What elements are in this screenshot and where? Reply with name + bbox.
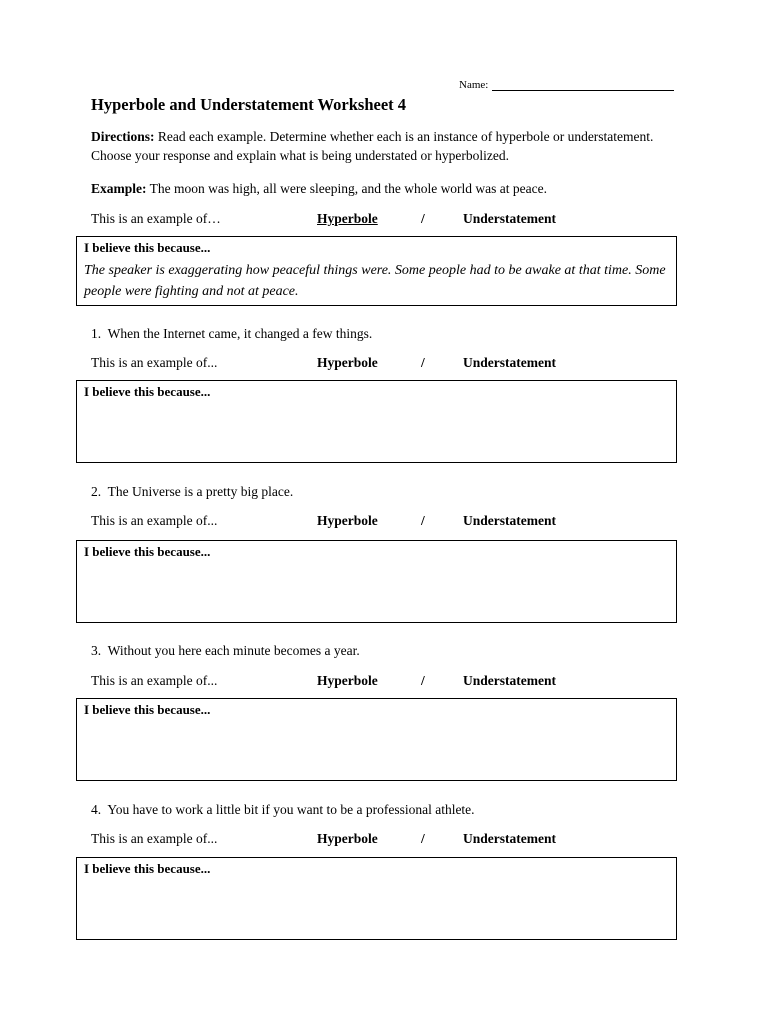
example-answer-text: The speaker is exaggerating how peaceful things were. Some people had to be awake at that time. Some people were fighting and not at peace. [84,263,666,299]
answer-box-label: I believe this because... [84,861,211,876]
name-field[interactable] [459,79,674,91]
question-3-answer-box[interactable] [76,698,677,781]
option-understatement[interactable]: Understatement [463,211,556,226]
question-text: The Universe is a pretty big place. [107,484,294,499]
directions [91,127,691,165]
question-text: When the Internet came, it changed a few things. [107,326,373,341]
question-3 [91,643,360,659]
name-blank-line[interactable] [492,79,674,91]
answer-box-label: I believe this because... [84,384,211,399]
directions-text: Read each example. Determine whether each is an instance of hyperbole or understatement. Choose your response and explain what is being understated or hyperbolized. [91,129,654,163]
option-separator: / [421,211,425,226]
choice-lead: This is an example of... [91,355,218,370]
choice-lead: This is an example of... [91,513,218,528]
example-prompt [91,181,547,197]
option-separator: / [421,831,425,846]
option-understatement[interactable]: Understatement [463,831,556,846]
question-4-answer-box[interactable] [76,857,677,940]
question-2-answer-box[interactable] [76,540,677,623]
answer-box-label: I believe this because... [84,544,211,559]
answer-box-label: I believe this because... [84,240,211,255]
option-hyperbole[interactable]: Hyperbole [317,673,378,688]
question-2 [91,484,293,500]
option-hyperbole[interactable]: Hyperbole [317,831,378,846]
option-hyperbole[interactable]: Hyperbole [317,513,378,528]
worksheet-title: Hyperbole and Understatement Worksheet 4 [91,95,407,114]
question-4-choice-row [91,831,691,849]
question-4 [91,802,475,818]
option-separator: / [421,355,425,370]
choice-lead: This is an example of... [91,673,218,688]
question-number: 2. [91,484,102,499]
question-2-choice-row [91,513,691,531]
option-hyperbole[interactable]: Hyperbole [317,211,378,226]
example-answer-box [76,236,677,306]
option-separator: / [421,513,425,528]
name-label: Name: [459,79,489,91]
example-text: The moon was high, all were sleeping, and the whole world was at peace. [149,181,548,196]
example-label: Example: [91,181,147,196]
question-number: 4. [91,802,102,817]
option-understatement[interactable]: Understatement [463,673,556,688]
option-hyperbole[interactable]: Hyperbole [317,355,378,370]
question-3-choice-row [91,673,691,691]
answer-box-label: I believe this because... [84,702,211,717]
option-understatement[interactable]: Understatement [463,355,556,370]
example-choice-row [91,211,691,229]
question-number: 3. [91,643,102,658]
option-separator: / [421,673,425,688]
question-1 [91,326,372,342]
directions-label: Directions: [91,129,155,144]
question-1-answer-box[interactable] [76,380,677,463]
question-text: Without you here each minute becomes a year. [107,643,360,658]
question-1-choice-row [91,355,691,373]
choice-lead: This is an example of… [91,211,221,226]
choice-lead: This is an example of... [91,831,218,846]
option-understatement[interactable]: Understatement [463,513,556,528]
question-number: 1. [91,326,102,341]
question-text: You have to work a little bit if you want to be a professional athlete. [107,802,475,817]
